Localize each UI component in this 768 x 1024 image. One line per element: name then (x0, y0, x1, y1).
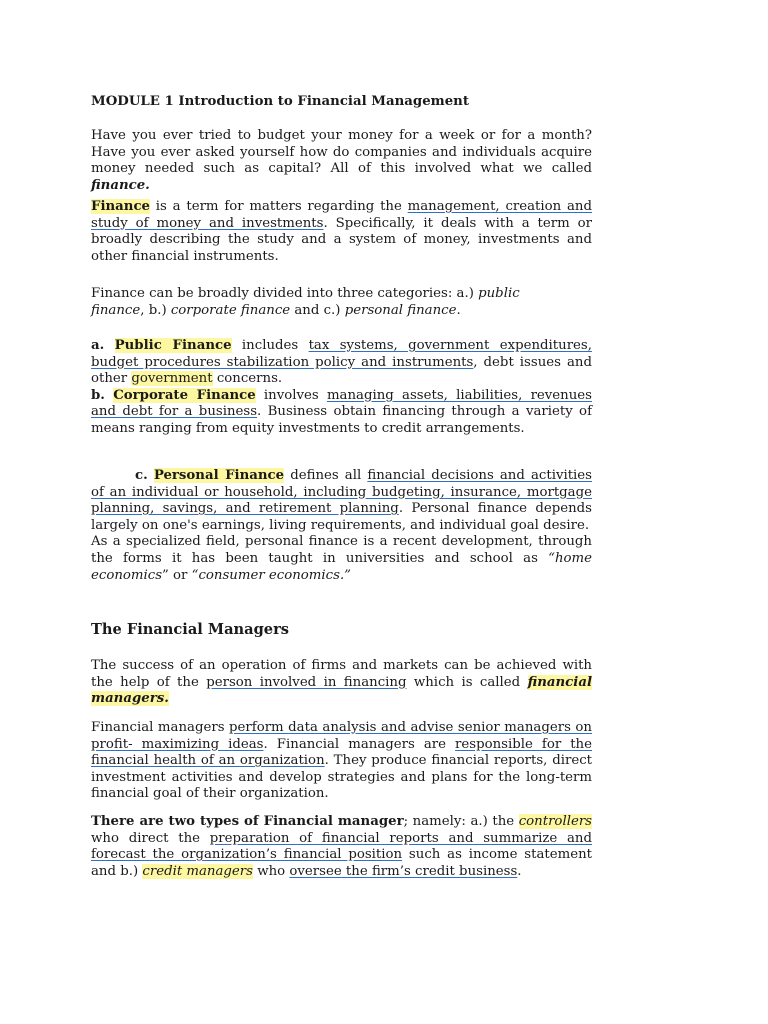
credit-managers-term: credit managers (142, 863, 253, 879)
corporate-text: involves (255, 387, 327, 403)
corporate-finance-term: Corporate Finance (113, 387, 256, 403)
success-underlined-phrase: person involved in financing (206, 674, 407, 690)
personal-finance-paragraph (91, 468, 592, 584)
managers-paragraph (91, 720, 592, 803)
types-bold-lead: There are two types of Financial manager (91, 814, 404, 829)
public-text-3: concerns. (212, 371, 283, 387)
personal-text-2: . Personal finance depends largely on one's earnings, living requirements, and individual goal desire. (91, 501, 592, 533)
finance-underlined-phrase: management, creation and study of money and investments (91, 199, 592, 231)
category-personal: personal finance (344, 302, 457, 318)
types-paragraph (91, 814, 592, 880)
corporate-underlined-phrase: managing assets, liabilities, revenues and debt for a business (91, 387, 592, 420)
finance-definition-paragraph (91, 199, 592, 265)
success-text: The success of an operation of firms and markets can be achieved with the help of the (91, 658, 592, 690)
personal-underlined-phrase: financial decisions and activities of an individual or household, including budgeting, insurance, mortgage planning, savings, and retirement planning (91, 468, 592, 517)
personal-prefix: c. (135, 468, 148, 483)
managers-text-2: . Financial managers are (263, 736, 456, 752)
intro-paragraph (91, 128, 592, 194)
types-text-2: who direct the (91, 830, 210, 846)
finance-text-2: . Specifically, it deals with a term or broadly describing the study and a system of money, investments and other financial instruments. (91, 215, 592, 264)
categories-text-3: and c.) (290, 302, 345, 318)
categories-text-4: . (456, 302, 461, 318)
success-text-2: which is called (406, 674, 528, 690)
module-title: MODULE 1 Introduction to Financial Management (91, 94, 469, 109)
finance-term: Finance (91, 199, 150, 214)
types-text-4: who (253, 863, 290, 879)
public-text: includes (231, 338, 309, 353)
types-text-5: . (517, 863, 522, 879)
success-paragraph (91, 658, 592, 708)
personal-text: defines all (284, 468, 368, 483)
intro-text: Have you ever tried to budget your money for a week or for a month? Have you ever asked yourself how do companies and individuals acquire money needed such as capital? All of this involved what we called (91, 128, 592, 177)
public-underlined-phrase: tax systems, government expenditures, budget procedures stabilization policy and instruments (91, 338, 592, 370)
category-public: public finance (91, 286, 520, 318)
categories-text-2: , b.) (140, 302, 171, 318)
government-highlight: government (131, 371, 213, 387)
section-title: The Financial Managers (91, 621, 289, 638)
financial-managers-term: financial managers. (91, 674, 592, 707)
managers-text-3: . They produce financial reports, direct investment activities and develop strategies and plans for the long-term financial goal of their organization. (91, 753, 592, 802)
finance-text: is a term for matters regarding the (150, 199, 408, 214)
managers-underlined-phrase-2: responsible for the financial health of an organization (91, 736, 592, 769)
public-finance-term: Public Finance (114, 338, 232, 353)
categories-paragraph (91, 286, 541, 319)
personal-finance-term: Personal Finance (153, 468, 285, 483)
category-corporate: corporate finance (170, 302, 291, 318)
types-underlined-phrase-1: preparation of financial reports and summarize and forecast the organization’s financial position (91, 830, 592, 863)
public-text-2: , debt issues and other (91, 354, 592, 387)
specialized-text-2: ” or (162, 567, 192, 583)
types-text-3: such as income statement and b.) (91, 847, 592, 879)
controllers-term: controllers (518, 814, 592, 829)
public-finance-paragraph (91, 338, 592, 438)
consumer-economics-quote: “consumer economics.” (191, 567, 351, 583)
types-underlined-phrase-2: oversee the firm’s credit business (289, 863, 518, 879)
corporate-prefix: b. (91, 387, 105, 403)
intro-emphasis: finance. (91, 177, 150, 193)
public-prefix: a. (91, 338, 105, 353)
corporate-text-2: . Business obtain financing through a variety of means ranging from equity investments to credit arrangements. (91, 404, 592, 436)
managers-underlined-phrase-1: perform data analysis and advise senior managers on profit- maximizing ideas (91, 720, 592, 752)
home-economics-quote: “home economics (91, 550, 592, 583)
specialized-text: As a specialized field, personal finance is a recent development, through the forms it has been taught in universities and school as (91, 534, 592, 566)
managers-text: Financial managers (91, 720, 230, 735)
types-text: ; namely: a.) the (403, 814, 519, 829)
categories-text: Finance can be broadly divided into three categories: a.) (91, 286, 479, 301)
